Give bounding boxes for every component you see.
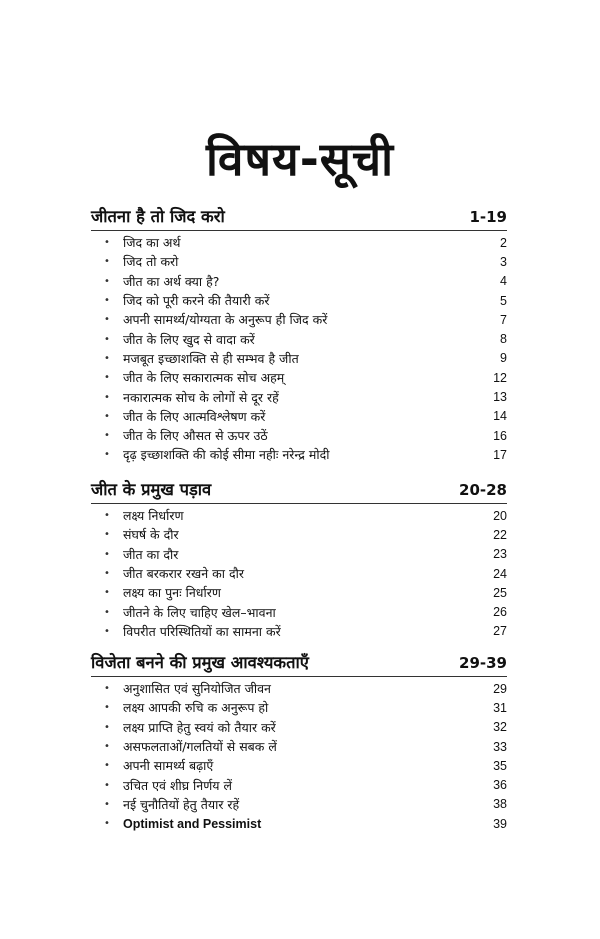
entry-label: जिद का अर्थ <box>123 235 181 251</box>
entry-label: दृढ़ इच्छाशक्ति की कोई सीमा नहीः नरेन्द्र मोदी <box>123 447 330 463</box>
entry-label: लक्ष्य प्राप्ति हेतु स्वयं को तैयार करें <box>123 719 276 735</box>
bullet-icon: • <box>104 798 110 810</box>
toc-entry <box>91 718 507 737</box>
toc-entry <box>91 407 507 426</box>
section-page-range: 20-28 <box>459 481 507 499</box>
entry-label: जीत के लिए सकारात्मक सोच अहम् <box>123 370 285 386</box>
section-entries <box>91 504 507 641</box>
bullet-icon: • <box>104 529 110 541</box>
toc-section-1 <box>91 202 507 465</box>
toc-entry <box>91 525 507 544</box>
bullet-icon: • <box>104 683 110 695</box>
bullet-icon: • <box>104 372 110 384</box>
entry-label: Optimist and Pessimist <box>123 816 262 831</box>
entry-page-number: 22 <box>493 527 507 542</box>
section-page-range: 29-39 <box>459 654 507 672</box>
entry-label: जीत के लिए आत्मविश्लेषण करें <box>123 408 266 424</box>
bullet-icon: • <box>104 548 110 560</box>
entry-page-number: 31 <box>493 700 507 715</box>
entry-label: जिद तो करो <box>123 254 179 270</box>
bullet-icon: • <box>104 256 110 268</box>
toc-entry <box>91 349 507 368</box>
toc-section-3 <box>91 648 507 833</box>
entry-label: जीत के लिए औसत से ऊपर उठें <box>123 428 268 444</box>
entry-page-number: 14 <box>493 409 507 424</box>
section-title: जीतना है तो जिद करो <box>91 207 225 226</box>
bullet-icon: • <box>104 587 110 599</box>
entry-page-number: 33 <box>493 739 507 754</box>
section-header <box>91 202 507 231</box>
bullet-icon: • <box>104 237 110 249</box>
bullet-icon: • <box>104 352 110 364</box>
section-title: विजेता बनने की प्रमुख आवश्यकताएँ <box>91 653 309 672</box>
bullet-icon: • <box>104 606 110 618</box>
entry-page-number: 12 <box>493 370 507 385</box>
bullet-icon: • <box>104 741 110 753</box>
bullet-icon: • <box>104 625 110 637</box>
toc-entry <box>91 291 507 310</box>
toc-entry <box>91 329 507 348</box>
entry-label: जीत का अर्थ क्या है? <box>123 273 220 289</box>
bullet-icon: • <box>104 430 110 442</box>
entry-label: नकारात्मक सोच के लोगों से दूर रहें <box>123 389 279 405</box>
toc-entry <box>91 387 507 406</box>
entry-page-number: 7 <box>500 312 507 327</box>
bullet-icon: • <box>104 721 110 733</box>
toc-entry <box>91 602 507 621</box>
bullet-icon: • <box>104 818 110 830</box>
entry-label: जिद को पूरी करने की तैयारी करें <box>123 293 270 309</box>
entry-label: जीत के लिए खुद से वादा करें <box>123 331 255 347</box>
entry-page-number: 36 <box>493 778 507 793</box>
bullet-icon: • <box>104 568 110 580</box>
entry-page-number: 25 <box>493 585 507 600</box>
entry-page-number: 38 <box>493 797 507 812</box>
toc-entry <box>91 698 507 717</box>
section-entries <box>91 231 507 465</box>
toc-entry <box>91 368 507 387</box>
entry-label: अनुशासित एवं सुनियोजित जीवन <box>123 681 271 697</box>
entry-label: जीतने के लिए चाहिए खेल–भावना <box>123 604 276 620</box>
toc-entry <box>91 545 507 564</box>
toc-entry <box>91 272 507 291</box>
bullet-icon: • <box>104 314 110 326</box>
entry-label: संघर्ष के दौर <box>123 527 179 543</box>
bullet-icon: • <box>104 410 110 422</box>
entry-label: उचित एवं शीघ्र निर्णय लें <box>123 777 232 793</box>
bullet-icon: • <box>104 449 110 461</box>
entry-page-number: 2 <box>500 235 507 250</box>
bullet-icon: • <box>104 760 110 772</box>
entry-label: अपनी सामर्थ्य बढ़ाएँ <box>123 758 214 774</box>
entry-page-number: 27 <box>493 624 507 639</box>
entry-page-number: 13 <box>493 390 507 405</box>
page-title: विषय-सूची <box>205 131 395 186</box>
entry-label: मजबूत इच्छाशक्ति से ही सम्भव है जीत <box>123 350 299 366</box>
bullet-icon: • <box>104 333 110 345</box>
toc-entry <box>91 564 507 583</box>
toc-entry <box>91 233 507 252</box>
toc-entry <box>91 252 507 271</box>
entry-page-number: 20 <box>493 508 507 523</box>
bullet-icon: • <box>104 295 110 307</box>
section-header <box>91 475 507 504</box>
toc-entry <box>91 814 507 833</box>
entry-label: लक्ष्य का पुनः निर्धारण <box>123 585 221 601</box>
bullet-icon: • <box>104 275 110 287</box>
entry-page-number: 29 <box>493 681 507 696</box>
entry-page-number: 3 <box>500 254 507 269</box>
entry-page-number: 16 <box>493 428 507 443</box>
entry-page-number: 9 <box>500 351 507 366</box>
section-header <box>91 648 507 677</box>
entry-label: जीत बरकरार रखने का दौर <box>123 566 244 582</box>
bullet-icon: • <box>104 702 110 714</box>
toc-entry <box>91 426 507 445</box>
toc-entry <box>91 756 507 775</box>
entry-page-number: 39 <box>493 816 507 831</box>
entry-page-number: 17 <box>493 447 507 462</box>
entry-label: नई चुनौतियों हेतु तैयार रहें <box>123 796 240 812</box>
entry-label: असफलताओं/गलतियों से सबक लें <box>123 739 277 755</box>
toc-entry <box>91 795 507 814</box>
toc-entry <box>91 583 507 602</box>
entry-label: लक्ष्य निर्धारण <box>123 508 184 524</box>
entry-page-number: 35 <box>493 758 507 773</box>
bullet-icon: • <box>104 779 110 791</box>
bullet-icon: • <box>104 510 110 522</box>
toc-entry <box>91 737 507 756</box>
toc-entry <box>91 679 507 698</box>
toc-entry <box>91 622 507 641</box>
entry-page-number: 24 <box>493 566 507 581</box>
entry-label: जीत का दौर <box>123 546 179 562</box>
section-page-range: 1-19 <box>469 208 507 226</box>
entry-label: अपनी सामर्थ्य/योग्यता के अनुरूप ही जिद करें <box>123 312 328 328</box>
entry-page-number: 5 <box>500 293 507 308</box>
entry-page-number: 4 <box>500 274 507 289</box>
toc-entry <box>91 445 507 464</box>
toc-entry <box>91 775 507 794</box>
entry-page-number: 26 <box>493 605 507 620</box>
toc-entry <box>91 506 507 525</box>
entry-page-number: 32 <box>493 720 507 735</box>
entry-label: विपरीत परिस्थितियों का सामना करें <box>123 623 281 639</box>
section-entries <box>91 677 507 833</box>
entry-page-number: 8 <box>500 332 507 347</box>
entry-page-number: 23 <box>493 547 507 562</box>
entry-label: लक्ष्य आपकी रुचि क अनुरूप हो <box>123 700 269 716</box>
toc-entry <box>91 310 507 329</box>
bullet-icon: • <box>104 391 110 403</box>
section-title: जीत के प्रमुख पड़ाव <box>91 480 212 499</box>
toc-section-2 <box>91 475 507 641</box>
